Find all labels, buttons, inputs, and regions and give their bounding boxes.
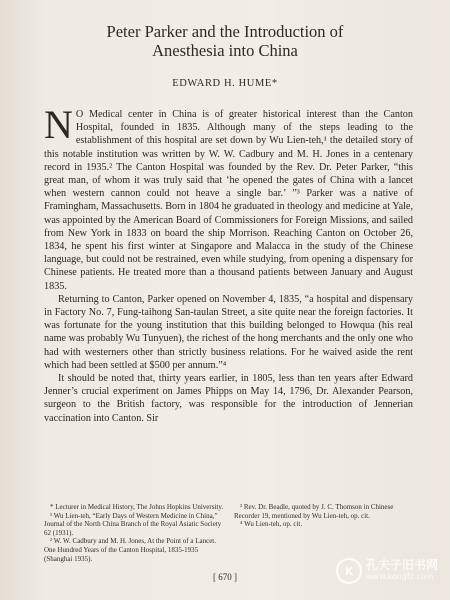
k-logo-icon: K: [336, 558, 362, 584]
paragraph-1-text: O Medical center in China is of greater historical interest than the Canton Hospital, founded in 1835. Although many of the steps leading to the establishment of this hospital are set down by Wu Lien-teh,¹ the detailed story of this notable institution was written by W. W. Cadbury and M. H. Jones in a centenary record in 1935.² The Canton Hospital was founded by the Rev. Dr. Peter Parker, “this great man, of whom it was truly said that ‘he opened the gates of China with a lancet when western cannon could not heave a single bar.’ ”³ Parker was a native of Framingham, Massachusetts. Born in 1804 he graduated in theology and medicine at Yale, was appointed by the American Board of Commissioners for Foreign Missions, and sailed from New York in 1833 on board the ship Morrison. Reaching Canton on October 26, 1834, he spent his first winter at Singapore and Malacca in the study of the Chinese language, but could not be restrained, even while studying, from opening a dispensary for Chinese patients. He treated more than a thousand patients between January and August 1835.: [44, 109, 413, 292]
footnote-2: ² W. W. Cadbury and M. H. Jones, At the Point of a Lancet. One Hundred Years of the Canton Hospital, 1835-1935 (Shanghai 1935).: [44, 537, 217, 563]
watermark-cn: 孔夫子旧书网: [365, 558, 438, 572]
footnote-4: ⁴ Wu Lien-teh, op. cit.: [240, 520, 303, 529]
paragraph-3: It should be noted that, thirty years earlier, in 1805, less than ten years after Edward Jenner’s crucial experiment on James Phipps on May 14, 1796, Dr. Alexander Pearson, surgeon to the British factory, was responsible for the introduction of Jennerian vaccination into Canton. Sir: [44, 373, 413, 424]
footnotes: [44, 503, 416, 563]
title-line-1: Peter Parker and the Introduction of: [106, 22, 344, 41]
article-title: [40, 22, 410, 60]
footnote-1: ¹ Wu Lien-teh, “Early Days of Western Medicine in China,” Journal of the North China Branch of the Royal Asiatic Society 62 (1931).: [44, 511, 222, 537]
footnotes-left-column: [44, 503, 226, 563]
drop-cap: N: [44, 102, 73, 147]
watermark-text: [366, 559, 438, 583]
author-name: EDWARD H. HUME*: [172, 78, 278, 89]
watermark: [336, 558, 438, 584]
article-body: [44, 102, 413, 425]
page-number: [ 670 ]: [213, 572, 237, 582]
footnote-3: ³ Rev. Dr. Beadle, quoted by J. C. Thomson in Chinese Recorder 19, mentioned by Wu Lien-teh, op. cit.: [234, 503, 394, 520]
watermark-url: www.kongfz.com: [365, 572, 434, 581]
title-line-2: Anesthesia into China: [152, 41, 298, 60]
paragraph-2: Returning to Canton, Parker opened on November 4, 1835, “a hospital and dispensary in Factory No. 7, Fung-taihong San-taulan Street, a site quite near the foreign factories. It was fortunate for the young institution that this building belonged to Howqua (his real name was probably Wu Tunyuen), the richest of the hong merchants and the only one who had with westerners other than strictly business relations. For he waived aside the rent which had been settled at $500 per annum.”⁴: [44, 293, 413, 371]
paragraph-1: [44, 102, 413, 293]
footnote-star: * Lecturer in Medical History, The Johns Hopkins University.: [50, 503, 224, 511]
footnotes-right-column: [234, 503, 416, 563]
